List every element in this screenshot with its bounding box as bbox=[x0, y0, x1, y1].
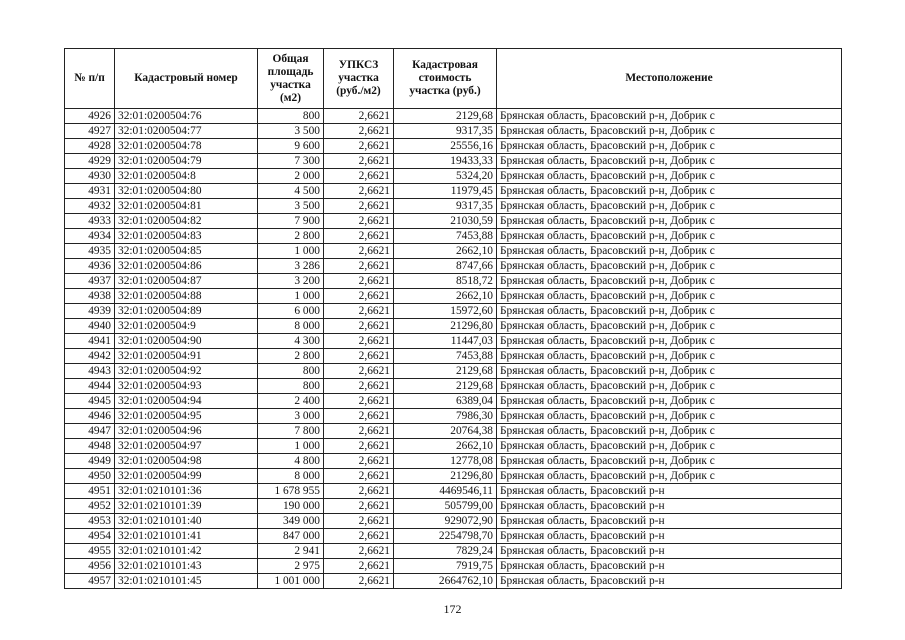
location-cell: Брянская область, Брасовский р-н, Добрик с bbox=[497, 259, 842, 274]
cadastral-value-cell: 7986,30 bbox=[394, 409, 497, 424]
location-cell: Брянская область, Брасовский р-н, Добрик с bbox=[497, 409, 842, 424]
cadastral-number-cell: 32:01:0210101:45 bbox=[115, 574, 258, 589]
cadastral-value-cell: 15972,60 bbox=[394, 304, 497, 319]
table-row bbox=[65, 514, 842, 529]
table-row bbox=[65, 274, 842, 289]
row-number-cell: 4949 bbox=[65, 454, 115, 469]
location-cell: Брянская область, Брасовский р-н, Добрик с bbox=[497, 244, 842, 259]
total-area-cell: 6 000 bbox=[258, 304, 324, 319]
table-row bbox=[65, 559, 842, 574]
upks-value-cell: 2,6621 bbox=[324, 184, 394, 199]
table-row bbox=[65, 184, 842, 199]
cadastral-number-cell: 32:01:0200504:88 bbox=[115, 289, 258, 304]
total-area-cell: 2 800 bbox=[258, 229, 324, 244]
table-row bbox=[65, 544, 842, 559]
row-number-cell: 4950 bbox=[65, 469, 115, 484]
table-body bbox=[65, 109, 842, 589]
total-area-cell: 3 000 bbox=[258, 409, 324, 424]
row-number-cell: 4939 bbox=[65, 304, 115, 319]
total-area-cell: 1 000 bbox=[258, 289, 324, 304]
row-number-cell: 4942 bbox=[65, 349, 115, 364]
location-cell: Брянская область, Брасовский р-н, Добрик с bbox=[497, 109, 842, 124]
cadastral-value-cell: 7453,88 bbox=[394, 229, 497, 244]
row-number-cell: 4930 bbox=[65, 169, 115, 184]
cadastral-number-cell: 32:01:0200504:82 bbox=[115, 214, 258, 229]
table-row bbox=[65, 484, 842, 499]
upks-value-cell: 2,6621 bbox=[324, 529, 394, 544]
upks-value-cell: 2,6621 bbox=[324, 244, 394, 259]
row-number-cell: 4956 bbox=[65, 559, 115, 574]
cadastral-value-cell: 11979,45 bbox=[394, 184, 497, 199]
upks-value-cell: 2,6621 bbox=[324, 169, 394, 184]
cadastral-number-cell: 32:01:0210101:36 bbox=[115, 484, 258, 499]
cadastral-number-cell: 32:01:0200504:80 bbox=[115, 184, 258, 199]
total-area-cell: 349 000 bbox=[258, 514, 324, 529]
total-area-cell: 7 900 bbox=[258, 214, 324, 229]
cadastral-value-cell: 2664762,10 bbox=[394, 574, 497, 589]
table-row bbox=[65, 154, 842, 169]
cadastral-number-cell: 32:01:0200504:99 bbox=[115, 469, 258, 484]
cadastral-value-cell: 7829,24 bbox=[394, 544, 497, 559]
total-area-cell: 1 678 955 bbox=[258, 484, 324, 499]
table-row bbox=[65, 349, 842, 364]
cadastral-value-cell: 2662,10 bbox=[394, 439, 497, 454]
cadastral-value-cell: 21030,59 bbox=[394, 214, 497, 229]
cadastral-value-cell: 4469546,11 bbox=[394, 484, 497, 499]
row-number-cell: 4938 bbox=[65, 289, 115, 304]
cadastral-number-cell: 32:01:0200504:78 bbox=[115, 139, 258, 154]
row-number-cell: 4935 bbox=[65, 244, 115, 259]
upks-value-cell: 2,6621 bbox=[324, 289, 394, 304]
cadastral-value-cell: 2129,68 bbox=[394, 364, 497, 379]
total-area-cell: 3 500 bbox=[258, 124, 324, 139]
location-cell: Брянская область, Брасовский р-н bbox=[497, 529, 842, 544]
cadastral-number-cell: 32:01:0200504:87 bbox=[115, 274, 258, 289]
table-row bbox=[65, 454, 842, 469]
cadastral-number-cell: 32:01:0210101:40 bbox=[115, 514, 258, 529]
upks-value-cell: 2,6621 bbox=[324, 274, 394, 289]
total-area-cell: 847 000 bbox=[258, 529, 324, 544]
total-area-cell: 7 300 bbox=[258, 154, 324, 169]
upks-value-cell: 2,6621 bbox=[324, 559, 394, 574]
cadastral-number-cell: 32:01:0200504:79 bbox=[115, 154, 258, 169]
row-number-cell: 4932 bbox=[65, 199, 115, 214]
header-cadastral-number: Кадастровый номер bbox=[115, 49, 258, 109]
location-cell: Брянская область, Брасовский р-н, Добрик с bbox=[497, 304, 842, 319]
upks-value-cell: 2,6621 bbox=[324, 394, 394, 409]
location-cell: Брянская область, Брасовский р-н, Добрик с bbox=[497, 379, 842, 394]
total-area-cell: 1 000 bbox=[258, 244, 324, 259]
upks-value-cell: 2,6621 bbox=[324, 154, 394, 169]
row-number-cell: 4945 bbox=[65, 394, 115, 409]
total-area-cell: 3 286 bbox=[258, 259, 324, 274]
upks-value-cell: 2,6621 bbox=[324, 484, 394, 499]
total-area-cell: 2 941 bbox=[258, 544, 324, 559]
cadastral-value-cell: 5324,20 bbox=[394, 169, 497, 184]
table-row bbox=[65, 139, 842, 154]
upks-value-cell: 2,6621 bbox=[324, 109, 394, 124]
table-row bbox=[65, 409, 842, 424]
location-cell: Брянская область, Брасовский р-н, Добрик с bbox=[497, 394, 842, 409]
row-number-cell: 4951 bbox=[65, 484, 115, 499]
location-cell: Брянская область, Брасовский р-н, Добрик с bbox=[497, 124, 842, 139]
location-cell: Брянская область, Брасовский р-н, Добрик с bbox=[497, 364, 842, 379]
cadastral-number-cell: 32:01:0200504:89 bbox=[115, 304, 258, 319]
header-upks: УПКСЗ участка (руб./м2) bbox=[324, 49, 394, 109]
table-row bbox=[65, 124, 842, 139]
cadastral-number-cell: 32:01:0200504:94 bbox=[115, 394, 258, 409]
location-cell: Брянская область, Брасовский р-н, Добрик с bbox=[497, 319, 842, 334]
total-area-cell: 190 000 bbox=[258, 499, 324, 514]
total-area-cell: 4 500 bbox=[258, 184, 324, 199]
row-number-cell: 4941 bbox=[65, 334, 115, 349]
upks-value-cell: 2,6621 bbox=[324, 409, 394, 424]
row-number-cell: 4952 bbox=[65, 499, 115, 514]
table-row bbox=[65, 319, 842, 334]
upks-value-cell: 2,6621 bbox=[324, 514, 394, 529]
upks-value-cell: 2,6621 bbox=[324, 469, 394, 484]
table-row bbox=[65, 244, 842, 259]
location-cell: Брянская область, Брасовский р-н, Добрик с bbox=[497, 424, 842, 439]
header-row bbox=[65, 49, 842, 109]
total-area-cell: 2 400 bbox=[258, 394, 324, 409]
upks-value-cell: 2,6621 bbox=[324, 349, 394, 364]
cadastral-number-cell: 32:01:0210101:39 bbox=[115, 499, 258, 514]
row-number-cell: 4955 bbox=[65, 544, 115, 559]
cadastral-number-cell: 32:01:0200504:81 bbox=[115, 199, 258, 214]
upks-value-cell: 2,6621 bbox=[324, 499, 394, 514]
upks-value-cell: 2,6621 bbox=[324, 259, 394, 274]
cadastral-value-cell: 6389,04 bbox=[394, 394, 497, 409]
location-cell: Брянская область, Брасовский р-н, Добрик с bbox=[497, 214, 842, 229]
total-area-cell: 3 500 bbox=[258, 199, 324, 214]
upks-value-cell: 2,6621 bbox=[324, 364, 394, 379]
row-number-cell: 4957 bbox=[65, 574, 115, 589]
upks-value-cell: 2,6621 bbox=[324, 334, 394, 349]
row-number-cell: 4926 bbox=[65, 109, 115, 124]
cadastral-number-cell: 32:01:0200504:97 bbox=[115, 439, 258, 454]
header-num: № п/п bbox=[65, 49, 115, 109]
cadastral-value-cell: 19433,33 bbox=[394, 154, 497, 169]
cadastral-value-cell: 2662,10 bbox=[394, 244, 497, 259]
row-number-cell: 4946 bbox=[65, 409, 115, 424]
table-header bbox=[65, 49, 842, 109]
row-number-cell: 4934 bbox=[65, 229, 115, 244]
cadastral-number-cell: 32:01:0200504:8 bbox=[115, 169, 258, 184]
cadastral-number-cell: 32:01:0210101:42 bbox=[115, 544, 258, 559]
total-area-cell: 7 800 bbox=[258, 424, 324, 439]
table-row bbox=[65, 334, 842, 349]
table-row bbox=[65, 259, 842, 274]
total-area-cell: 800 bbox=[258, 364, 324, 379]
row-number-cell: 4954 bbox=[65, 529, 115, 544]
total-area-cell: 2 975 bbox=[258, 559, 324, 574]
total-area-cell: 4 300 bbox=[258, 334, 324, 349]
cadastral-number-cell: 32:01:0200504:76 bbox=[115, 109, 258, 124]
location-cell: Брянская область, Брасовский р-н bbox=[497, 514, 842, 529]
total-area-cell: 8 000 bbox=[258, 469, 324, 484]
cadastral-table bbox=[64, 48, 842, 589]
location-cell: Брянская область, Брасовский р-н bbox=[497, 544, 842, 559]
table-row bbox=[65, 379, 842, 394]
header-total-area: Общая площадь участка (м2) bbox=[258, 49, 324, 109]
location-cell: Брянская область, Брасовский р-н, Добрик с bbox=[497, 334, 842, 349]
upks-value-cell: 2,6621 bbox=[324, 199, 394, 214]
cadastral-value-cell: 7919,75 bbox=[394, 559, 497, 574]
upks-value-cell: 2,6621 bbox=[324, 544, 394, 559]
location-cell: Брянская область, Брасовский р-н, Добрик с bbox=[497, 454, 842, 469]
cadastral-value-cell: 2254798,70 bbox=[394, 529, 497, 544]
cadastral-value-cell: 12778,08 bbox=[394, 454, 497, 469]
cadastral-value-cell: 21296,80 bbox=[394, 469, 497, 484]
location-cell: Брянская область, Брасовский р-н, Добрик с bbox=[497, 184, 842, 199]
cadastral-number-cell: 32:01:0200504:77 bbox=[115, 124, 258, 139]
upks-value-cell: 2,6621 bbox=[324, 439, 394, 454]
cadastral-number-cell: 32:01:0200504:9 bbox=[115, 319, 258, 334]
row-number-cell: 4928 bbox=[65, 139, 115, 154]
location-cell: Брянская область, Брасовский р-н, Добрик с bbox=[497, 229, 842, 244]
upks-value-cell: 2,6621 bbox=[324, 214, 394, 229]
location-cell: Брянская область, Брасовский р-н bbox=[497, 559, 842, 574]
upks-value-cell: 2,6621 bbox=[324, 454, 394, 469]
upks-value-cell: 2,6621 bbox=[324, 319, 394, 334]
upks-value-cell: 2,6621 bbox=[324, 424, 394, 439]
cadastral-number-cell: 32:01:0200504:90 bbox=[115, 334, 258, 349]
upks-value-cell: 2,6621 bbox=[324, 139, 394, 154]
location-cell: Брянская область, Брасовский р-н bbox=[497, 574, 842, 589]
location-cell: Брянская область, Брасовский р-н, Добрик с bbox=[497, 199, 842, 214]
table-row bbox=[65, 529, 842, 544]
table-row bbox=[65, 109, 842, 124]
table-row bbox=[65, 169, 842, 184]
row-number-cell: 4948 bbox=[65, 439, 115, 454]
row-number-cell: 4927 bbox=[65, 124, 115, 139]
location-cell: Брянская область, Брасовский р-н bbox=[497, 484, 842, 499]
row-number-cell: 4940 bbox=[65, 319, 115, 334]
location-cell: Брянская область, Брасовский р-н, Добрик с bbox=[497, 469, 842, 484]
total-area-cell: 4 800 bbox=[258, 454, 324, 469]
total-area-cell: 800 bbox=[258, 379, 324, 394]
cadastral-number-cell: 32:01:0200504:96 bbox=[115, 424, 258, 439]
location-cell: Брянская область, Брасовский р-н, Добрик с bbox=[497, 169, 842, 184]
header-cadastral-value: Кадастровая стоимость участка (руб.) bbox=[394, 49, 497, 109]
total-area-cell: 2 000 bbox=[258, 169, 324, 184]
location-cell: Брянская область, Брасовский р-н, Добрик с bbox=[497, 439, 842, 454]
cadastral-value-cell: 8747,66 bbox=[394, 259, 497, 274]
upks-value-cell: 2,6621 bbox=[324, 574, 394, 589]
cadastral-number-cell: 32:01:0210101:43 bbox=[115, 559, 258, 574]
total-area-cell: 1 001 000 bbox=[258, 574, 324, 589]
cadastral-value-cell: 2129,68 bbox=[394, 109, 497, 124]
table-row bbox=[65, 439, 842, 454]
location-cell: Брянская область, Брасовский р-н, Добрик с bbox=[497, 349, 842, 364]
cadastral-number-cell: 32:01:0200504:91 bbox=[115, 349, 258, 364]
table-row bbox=[65, 214, 842, 229]
row-number-cell: 4936 bbox=[65, 259, 115, 274]
table-row bbox=[65, 229, 842, 244]
location-cell: Брянская область, Брасовский р-н, Добрик с bbox=[497, 154, 842, 169]
cadastral-value-cell: 9317,35 bbox=[394, 124, 497, 139]
row-number-cell: 4953 bbox=[65, 514, 115, 529]
upks-value-cell: 2,6621 bbox=[324, 229, 394, 244]
cadastral-value-cell: 2662,10 bbox=[394, 289, 497, 304]
row-number-cell: 4944 bbox=[65, 379, 115, 394]
cadastral-number-cell: 32:01:0200504:93 bbox=[115, 379, 258, 394]
total-area-cell: 8 000 bbox=[258, 319, 324, 334]
row-number-cell: 4947 bbox=[65, 424, 115, 439]
upks-value-cell: 2,6621 bbox=[324, 379, 394, 394]
location-cell: Брянская область, Брасовский р-н, Добрик с bbox=[497, 274, 842, 289]
cadastral-number-cell: 32:01:0200504:86 bbox=[115, 259, 258, 274]
cadastral-number-cell: 32:01:0200504:98 bbox=[115, 454, 258, 469]
cadastral-value-cell: 505799,00 bbox=[394, 499, 497, 514]
row-number-cell: 4933 bbox=[65, 214, 115, 229]
cadastral-value-cell: 2129,68 bbox=[394, 379, 497, 394]
table-row bbox=[65, 469, 842, 484]
upks-value-cell: 2,6621 bbox=[324, 124, 394, 139]
row-number-cell: 4929 bbox=[65, 154, 115, 169]
header-location: Местоположение bbox=[497, 49, 842, 109]
cadastral-number-cell: 32:01:0200504:85 bbox=[115, 244, 258, 259]
total-area-cell: 3 200 bbox=[258, 274, 324, 289]
table-row bbox=[65, 289, 842, 304]
location-cell: Брянская область, Брасовский р-н, Добрик с bbox=[497, 139, 842, 154]
table-row bbox=[65, 364, 842, 379]
cadastral-number-cell: 32:01:0210101:41 bbox=[115, 529, 258, 544]
total-area-cell: 1 000 bbox=[258, 439, 324, 454]
table-row bbox=[65, 424, 842, 439]
cadastral-value-cell: 25556,16 bbox=[394, 139, 497, 154]
upks-value-cell: 2,6621 bbox=[324, 304, 394, 319]
table-row bbox=[65, 394, 842, 409]
cadastral-number-cell: 32:01:0200504:92 bbox=[115, 364, 258, 379]
total-area-cell: 800 bbox=[258, 109, 324, 124]
cadastral-value-cell: 8518,72 bbox=[394, 274, 497, 289]
cadastral-value-cell: 20764,38 bbox=[394, 424, 497, 439]
table-row bbox=[65, 304, 842, 319]
table-row bbox=[65, 499, 842, 514]
total-area-cell: 9 600 bbox=[258, 139, 324, 154]
row-number-cell: 4943 bbox=[65, 364, 115, 379]
location-cell: Брянская область, Брасовский р-н, Добрик с bbox=[497, 289, 842, 304]
total-area-cell: 2 800 bbox=[258, 349, 324, 364]
cadastral-value-cell: 11447,03 bbox=[394, 334, 497, 349]
cadastral-number-cell: 32:01:0200504:83 bbox=[115, 229, 258, 244]
page-number: 172 bbox=[443, 602, 462, 616]
row-number-cell: 4937 bbox=[65, 274, 115, 289]
cadastral-value-cell: 929072,90 bbox=[394, 514, 497, 529]
table-row bbox=[65, 199, 842, 214]
cadastral-value-cell: 21296,80 bbox=[394, 319, 497, 334]
cadastral-value-cell: 7453,88 bbox=[394, 349, 497, 364]
cadastral-number-cell: 32:01:0200504:95 bbox=[115, 409, 258, 424]
cadastral-value-cell: 9317,35 bbox=[394, 199, 497, 214]
table-row bbox=[65, 574, 842, 589]
location-cell: Брянская область, Брасовский р-н bbox=[497, 499, 842, 514]
row-number-cell: 4931 bbox=[65, 184, 115, 199]
